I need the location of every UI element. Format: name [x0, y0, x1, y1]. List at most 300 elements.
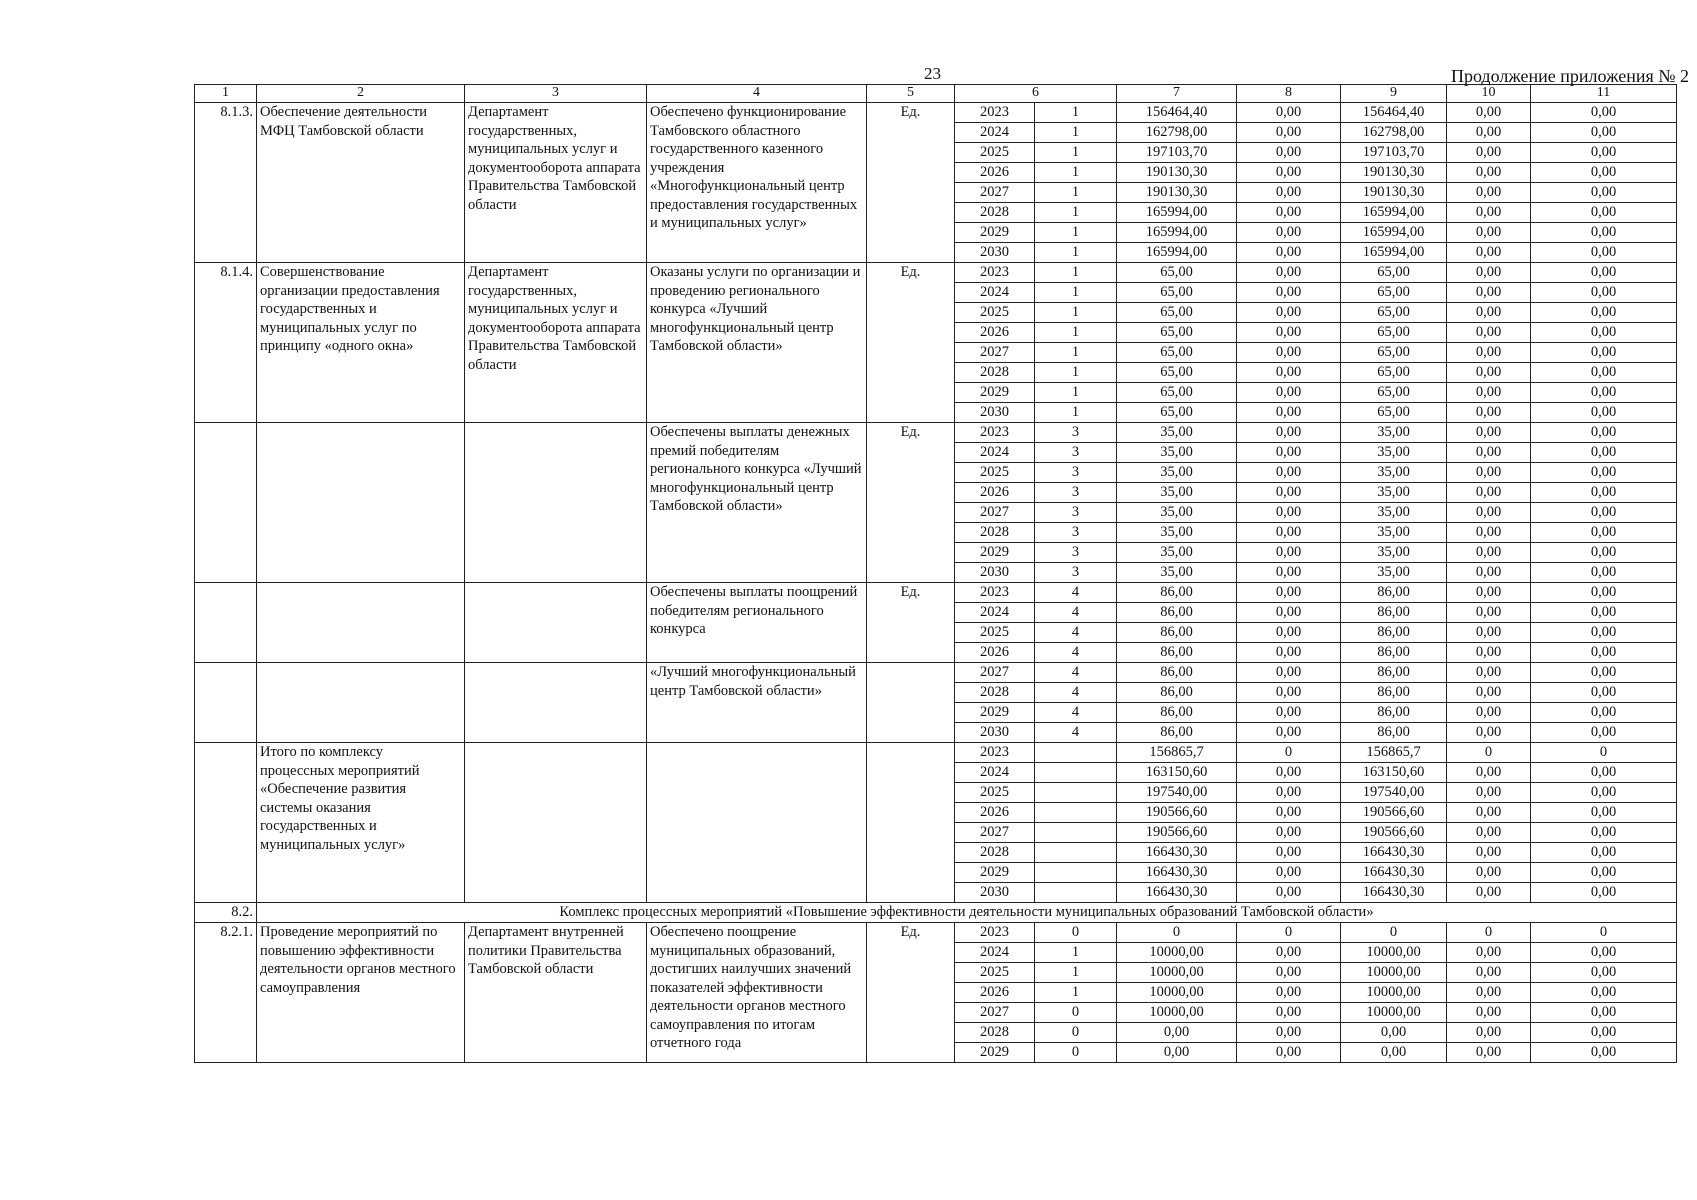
- row-code: [195, 743, 257, 903]
- indicator-cell: 1: [1035, 963, 1117, 983]
- year-cell: 2023: [955, 423, 1035, 443]
- total-cell: 65,00: [1117, 403, 1237, 423]
- federal-cell: 0: [1237, 743, 1341, 763]
- total-cell: 190566,60: [1117, 823, 1237, 843]
- local-cell: 0,00: [1447, 943, 1531, 963]
- other-cell: 0,00: [1531, 1003, 1677, 1023]
- other-cell: 0,00: [1531, 403, 1677, 423]
- total-cell: 86,00: [1117, 683, 1237, 703]
- federal-cell: 0,00: [1237, 403, 1341, 423]
- federal-cell: 0,00: [1237, 683, 1341, 703]
- total-cell: 35,00: [1117, 503, 1237, 523]
- other-cell: 0,00: [1531, 663, 1677, 683]
- measure-name: Проведение мероприятий по повышению эффективности деятельности органов местного самоуправления: [257, 923, 465, 1063]
- other-cell: 0,00: [1531, 563, 1677, 583]
- total-cell: 163150,60: [1117, 763, 1237, 783]
- local-cell: 0,00: [1447, 803, 1531, 823]
- total-cell: 166430,30: [1117, 863, 1237, 883]
- regional-cell: 35,00: [1341, 483, 1447, 503]
- measure-name: [257, 663, 465, 743]
- federal-cell: 0,00: [1237, 443, 1341, 463]
- regional-cell: 190130,30: [1341, 163, 1447, 183]
- indicator-cell: 1: [1035, 343, 1117, 363]
- year-cell: 2024: [955, 943, 1035, 963]
- federal-cell: 0,00: [1237, 783, 1341, 803]
- total-cell: 156865,7: [1117, 743, 1237, 763]
- indicator-cell: 1: [1035, 103, 1117, 123]
- total-cell: 190130,30: [1117, 163, 1237, 183]
- indicator-cell: 1: [1035, 143, 1117, 163]
- regional-cell: 35,00: [1341, 463, 1447, 483]
- indicator-cell: 4: [1035, 663, 1117, 683]
- regional-cell: 86,00: [1341, 643, 1447, 663]
- indicator-cell: 4: [1035, 723, 1117, 743]
- year-cell: 2026: [955, 483, 1035, 503]
- year-cell: 2030: [955, 403, 1035, 423]
- total-cell: 65,00: [1117, 383, 1237, 403]
- regional-cell: 86,00: [1341, 723, 1447, 743]
- year-cell: 2023: [955, 583, 1035, 603]
- local-cell: 0,00: [1447, 603, 1531, 623]
- year-cell: 2026: [955, 803, 1035, 823]
- year-cell: 2024: [955, 283, 1035, 303]
- regional-cell: 35,00: [1341, 563, 1447, 583]
- regional-cell: 165994,00: [1341, 223, 1447, 243]
- federal-cell: 0,00: [1237, 983, 1341, 1003]
- total-cell: 86,00: [1117, 603, 1237, 623]
- total-cell: 0,00: [1117, 1043, 1237, 1063]
- table-row: [195, 923, 1677, 943]
- federal-cell: 0,00: [1237, 163, 1341, 183]
- row-code: 8.1.3.: [195, 103, 257, 263]
- year-cell: 2028: [955, 523, 1035, 543]
- total-cell: 165994,00: [1117, 243, 1237, 263]
- col-header-6: 6: [955, 85, 1117, 103]
- regional-cell: 166430,30: [1341, 883, 1447, 903]
- regional-cell: 190566,60: [1341, 823, 1447, 843]
- responsible-department: [465, 423, 647, 583]
- local-cell: 0,00: [1447, 443, 1531, 463]
- indicator-cell: [1035, 823, 1117, 843]
- other-cell: 0,00: [1531, 283, 1677, 303]
- federal-cell: 0,00: [1237, 563, 1341, 583]
- measure-name: [257, 583, 465, 663]
- total-cell: 86,00: [1117, 703, 1237, 723]
- unit: Ед.: [867, 923, 955, 1063]
- total-cell: 197540,00: [1117, 783, 1237, 803]
- other-cell: 0: [1531, 923, 1677, 943]
- regional-cell: 156865,7: [1341, 743, 1447, 763]
- total-cell: 86,00: [1117, 583, 1237, 603]
- other-cell: 0,00: [1531, 983, 1677, 1003]
- other-cell: 0,00: [1531, 1043, 1677, 1063]
- indicator-cell: 1: [1035, 363, 1117, 383]
- indicator-cell: 1: [1035, 263, 1117, 283]
- other-cell: 0,00: [1531, 303, 1677, 323]
- measure-name: Обеспечение деятельности МФЦ Тамбовской области: [257, 103, 465, 263]
- regional-cell: 10000,00: [1341, 963, 1447, 983]
- expected-result: [647, 743, 867, 903]
- local-cell: 0,00: [1447, 503, 1531, 523]
- regional-cell: 0: [1341, 923, 1447, 943]
- other-cell: 0,00: [1531, 583, 1677, 603]
- federal-cell: 0,00: [1237, 203, 1341, 223]
- federal-cell: 0,00: [1237, 763, 1341, 783]
- indicator-cell: 1: [1035, 243, 1117, 263]
- federal-cell: 0,00: [1237, 663, 1341, 683]
- total-cell: 35,00: [1117, 443, 1237, 463]
- other-cell: 0,00: [1531, 603, 1677, 623]
- indicator-cell: 3: [1035, 423, 1117, 443]
- local-cell: 0,00: [1447, 983, 1531, 1003]
- year-cell: 2027: [955, 823, 1035, 843]
- total-cell: 0,00: [1117, 1023, 1237, 1043]
- year-cell: 2023: [955, 923, 1035, 943]
- year-cell: 2025: [955, 783, 1035, 803]
- year-cell: 2027: [955, 503, 1035, 523]
- unit: [867, 663, 955, 743]
- row-code: 8.2.1.: [195, 923, 257, 1063]
- other-cell: 0,00: [1531, 343, 1677, 363]
- indicator-cell: 4: [1035, 603, 1117, 623]
- regional-cell: 10000,00: [1341, 1003, 1447, 1023]
- other-cell: 0,00: [1531, 963, 1677, 983]
- indicator-cell: 3: [1035, 543, 1117, 563]
- unit: [867, 743, 955, 903]
- year-cell: 2029: [955, 543, 1035, 563]
- local-cell: 0,00: [1447, 623, 1531, 643]
- local-cell: 0,00: [1447, 963, 1531, 983]
- local-cell: 0,00: [1447, 463, 1531, 483]
- year-cell: 2027: [955, 663, 1035, 683]
- total-cell: 166430,30: [1117, 883, 1237, 903]
- table-row: [195, 103, 1677, 123]
- appendix-continuation-header: Продолжение приложения № 2: [1450, 66, 1689, 86]
- other-cell: 0,00: [1531, 363, 1677, 383]
- year-cell: 2029: [955, 383, 1035, 403]
- other-cell: 0,00: [1531, 843, 1677, 863]
- local-cell: 0,00: [1447, 263, 1531, 283]
- total-cell: 86,00: [1117, 643, 1237, 663]
- local-cell: 0,00: [1447, 363, 1531, 383]
- year-cell: 2023: [955, 263, 1035, 283]
- indicator-cell: [1035, 843, 1117, 863]
- year-cell: 2029: [955, 223, 1035, 243]
- total-cell: 65,00: [1117, 263, 1237, 283]
- unit: Ед.: [867, 263, 955, 423]
- col-header-8: 8: [1237, 85, 1341, 103]
- year-cell: 2029: [955, 863, 1035, 883]
- local-cell: 0,00: [1447, 1003, 1531, 1023]
- year-cell: 2027: [955, 183, 1035, 203]
- local-cell: 0,00: [1447, 523, 1531, 543]
- other-cell: 0,00: [1531, 483, 1677, 503]
- federal-cell: 0,00: [1237, 363, 1341, 383]
- responsible-department: Департамент государственных, муниципальных услуг и документооборота аппарата Правительства Тамбовской области: [465, 263, 647, 423]
- expected-result: Обеспечены выплаты поощрений победителям регионального конкурса: [647, 583, 867, 663]
- local-cell: 0,00: [1447, 563, 1531, 583]
- measure-name: Итого по комплексу процессных мероприятий «Обеспечение развития системы оказания государственных и муниципальных услуг»: [257, 743, 465, 903]
- year-cell: 2028: [955, 683, 1035, 703]
- section-code: 8.2.: [195, 903, 257, 923]
- indicator-cell: [1035, 743, 1117, 763]
- regional-cell: 65,00: [1341, 403, 1447, 423]
- local-cell: 0,00: [1447, 823, 1531, 843]
- local-cell: 0,00: [1447, 283, 1531, 303]
- total-cell: 156464,40: [1117, 103, 1237, 123]
- indicator-cell: 1: [1035, 303, 1117, 323]
- total-cell: 10000,00: [1117, 943, 1237, 963]
- federal-cell: 0,00: [1237, 623, 1341, 643]
- regional-cell: 166430,30: [1341, 863, 1447, 883]
- page-number: 23: [924, 64, 941, 83]
- indicator-cell: 1: [1035, 323, 1117, 343]
- regional-cell: 0,00: [1341, 1023, 1447, 1043]
- indicator-cell: 0: [1035, 923, 1117, 943]
- other-cell: 0,00: [1531, 683, 1677, 703]
- local-cell: 0,00: [1447, 183, 1531, 203]
- total-cell: 86,00: [1117, 723, 1237, 743]
- year-cell: 2024: [955, 443, 1035, 463]
- federal-cell: 0,00: [1237, 143, 1341, 163]
- total-cell: 162798,00: [1117, 123, 1237, 143]
- indicator-cell: 3: [1035, 443, 1117, 463]
- indicator-cell: 4: [1035, 623, 1117, 643]
- unit: Ед.: [867, 583, 955, 663]
- year-cell: 2030: [955, 563, 1035, 583]
- federal-cell: 0,00: [1237, 843, 1341, 863]
- other-cell: 0,00: [1531, 1023, 1677, 1043]
- other-cell: 0,00: [1531, 123, 1677, 143]
- indicator-cell: 1: [1035, 983, 1117, 1003]
- column-header-row: [195, 85, 1677, 103]
- regional-cell: 86,00: [1341, 663, 1447, 683]
- federal-cell: 0,00: [1237, 643, 1341, 663]
- local-cell: 0,00: [1447, 243, 1531, 263]
- section-title: Комплекс процессных мероприятий «Повышение эффективности деятельности муниципальных образований Тамбовской области»: [257, 903, 1677, 923]
- other-cell: 0,00: [1531, 823, 1677, 843]
- indicator-cell: 1: [1035, 163, 1117, 183]
- year-cell: 2028: [955, 843, 1035, 863]
- year-cell: 2024: [955, 123, 1035, 143]
- col-header-3: 3: [465, 85, 647, 103]
- local-cell: 0,00: [1447, 683, 1531, 703]
- other-cell: 0,00: [1531, 243, 1677, 263]
- local-cell: 0,00: [1447, 783, 1531, 803]
- total-cell: 35,00: [1117, 463, 1237, 483]
- local-cell: 0,00: [1447, 203, 1531, 223]
- other-cell: 0,00: [1531, 423, 1677, 443]
- local-cell: 0,00: [1447, 1043, 1531, 1063]
- total-cell: 190130,30: [1117, 183, 1237, 203]
- year-cell: 2025: [955, 623, 1035, 643]
- col-header-10: 10: [1447, 85, 1531, 103]
- col-header-1: 1: [195, 85, 257, 103]
- year-cell: 2028: [955, 203, 1035, 223]
- col-header-7: 7: [1117, 85, 1237, 103]
- row-code: 8.1.4.: [195, 263, 257, 423]
- year-cell: 2027: [955, 1003, 1035, 1023]
- year-cell: 2025: [955, 463, 1035, 483]
- federal-cell: 0,00: [1237, 543, 1341, 563]
- indicator-cell: 1: [1035, 183, 1117, 203]
- total-cell: 35,00: [1117, 423, 1237, 443]
- other-cell: 0,00: [1531, 443, 1677, 463]
- expected-result: Обеспечены выплаты денежных премий победителям регионального конкурса «Лучший многофункциональный центр Тамбовской области»: [647, 423, 867, 583]
- other-cell: 0,00: [1531, 783, 1677, 803]
- regional-cell: 165994,00: [1341, 203, 1447, 223]
- responsible-department: [465, 663, 647, 743]
- local-cell: 0,00: [1447, 123, 1531, 143]
- federal-cell: 0,00: [1237, 123, 1341, 143]
- other-cell: 0,00: [1531, 623, 1677, 643]
- total-cell: 10000,00: [1117, 983, 1237, 1003]
- indicator-cell: 1: [1035, 943, 1117, 963]
- other-cell: 0,00: [1531, 503, 1677, 523]
- other-cell: 0,00: [1531, 723, 1677, 743]
- indicator-cell: 3: [1035, 563, 1117, 583]
- indicator-cell: 1: [1035, 203, 1117, 223]
- year-cell: 2026: [955, 323, 1035, 343]
- responsible-department: [465, 743, 647, 903]
- regional-cell: 166430,30: [1341, 843, 1447, 863]
- indicator-cell: [1035, 803, 1117, 823]
- regional-cell: 65,00: [1341, 283, 1447, 303]
- other-cell: 0,00: [1531, 463, 1677, 483]
- federal-cell: 0,00: [1237, 883, 1341, 903]
- local-cell: 0: [1447, 923, 1531, 943]
- year-cell: 2027: [955, 343, 1035, 363]
- regional-cell: 65,00: [1341, 263, 1447, 283]
- federal-cell: 0,00: [1237, 503, 1341, 523]
- year-cell: 2029: [955, 703, 1035, 723]
- indicator-cell: 1: [1035, 283, 1117, 303]
- responsible-department: Департамент государственных, муниципальных услуг и документооборота аппарата Правительства Тамбовской области: [465, 103, 647, 263]
- table-row: [195, 663, 1677, 683]
- other-cell: 0: [1531, 743, 1677, 763]
- federal-cell: 0,00: [1237, 863, 1341, 883]
- row-code: [195, 663, 257, 743]
- total-cell: 35,00: [1117, 523, 1237, 543]
- table-row: [195, 423, 1677, 443]
- local-cell: 0,00: [1447, 863, 1531, 883]
- local-cell: 0,00: [1447, 723, 1531, 743]
- federal-cell: 0,00: [1237, 603, 1341, 623]
- total-cell: 86,00: [1117, 663, 1237, 683]
- row-code: [195, 583, 257, 663]
- local-cell: 0,00: [1447, 163, 1531, 183]
- federal-cell: 0,00: [1237, 423, 1341, 443]
- federal-cell: 0,00: [1237, 383, 1341, 403]
- indicator-cell: 1: [1035, 403, 1117, 423]
- expected-result: Обеспечено функционирование Тамбовского областного государственного казенного учреждения «Многофункциональный центр предоставления государственных и муниципальных услуг»: [647, 103, 867, 263]
- federal-cell: 0,00: [1237, 823, 1341, 843]
- total-cell: 35,00: [1117, 483, 1237, 503]
- year-cell: 2024: [955, 763, 1035, 783]
- indicator-cell: [1035, 783, 1117, 803]
- other-cell: 0,00: [1531, 543, 1677, 563]
- year-cell: 2030: [955, 883, 1035, 903]
- unit: Ед.: [867, 103, 955, 263]
- federal-cell: 0,00: [1237, 463, 1341, 483]
- regional-cell: 65,00: [1341, 363, 1447, 383]
- year-cell: 2028: [955, 363, 1035, 383]
- table-row: [195, 583, 1677, 603]
- total-cell: 10000,00: [1117, 1003, 1237, 1023]
- regional-cell: 35,00: [1341, 423, 1447, 443]
- regional-cell: 10000,00: [1341, 983, 1447, 1003]
- federal-cell: 0,00: [1237, 223, 1341, 243]
- year-cell: 2030: [955, 723, 1035, 743]
- other-cell: 0,00: [1531, 643, 1677, 663]
- regional-cell: 35,00: [1341, 543, 1447, 563]
- total-cell: 86,00: [1117, 623, 1237, 643]
- indicator-cell: 3: [1035, 503, 1117, 523]
- total-cell: 65,00: [1117, 323, 1237, 343]
- total-cell: 65,00: [1117, 363, 1237, 383]
- regional-cell: 163150,60: [1341, 763, 1447, 783]
- expected-result: «Лучший многофункциональный центр Тамбовской области»: [647, 663, 867, 743]
- regional-cell: 86,00: [1341, 583, 1447, 603]
- federal-cell: 0,00: [1237, 943, 1341, 963]
- federal-cell: 0,00: [1237, 283, 1341, 303]
- total-cell: 35,00: [1117, 543, 1237, 563]
- federal-cell: 0,00: [1237, 103, 1341, 123]
- total-cell: 10000,00: [1117, 963, 1237, 983]
- measure-name: [257, 423, 465, 583]
- col-header-4: 4: [647, 85, 867, 103]
- local-cell: 0,00: [1447, 663, 1531, 683]
- total-cell: 65,00: [1117, 283, 1237, 303]
- year-cell: 2023: [955, 103, 1035, 123]
- other-cell: 0,00: [1531, 803, 1677, 823]
- federal-cell: 0,00: [1237, 323, 1341, 343]
- local-cell: 0,00: [1447, 103, 1531, 123]
- other-cell: 0,00: [1531, 383, 1677, 403]
- indicator-cell: [1035, 883, 1117, 903]
- local-cell: 0,00: [1447, 763, 1531, 783]
- other-cell: 0,00: [1531, 223, 1677, 243]
- indicator-cell: [1035, 763, 1117, 783]
- local-cell: 0,00: [1447, 423, 1531, 443]
- federal-cell: 0,00: [1237, 803, 1341, 823]
- federal-cell: 0,00: [1237, 1023, 1341, 1043]
- year-cell: 2026: [955, 163, 1035, 183]
- indicator-cell: 0: [1035, 1023, 1117, 1043]
- local-cell: 0,00: [1447, 1023, 1531, 1043]
- local-cell: 0,00: [1447, 143, 1531, 163]
- year-cell: 2026: [955, 983, 1035, 1003]
- budget-table: [194, 84, 1677, 1063]
- col-header-2: 2: [257, 85, 465, 103]
- total-cell: 165994,00: [1117, 203, 1237, 223]
- federal-cell: 0,00: [1237, 723, 1341, 743]
- indicator-cell: 4: [1035, 683, 1117, 703]
- total-cell: 197103,70: [1117, 143, 1237, 163]
- other-cell: 0,00: [1531, 143, 1677, 163]
- regional-cell: 35,00: [1341, 523, 1447, 543]
- other-cell: 0,00: [1531, 523, 1677, 543]
- regional-cell: 190130,30: [1341, 183, 1447, 203]
- indicator-cell: 4: [1035, 643, 1117, 663]
- regional-cell: 190566,60: [1341, 803, 1447, 823]
- regional-cell: 10000,00: [1341, 943, 1447, 963]
- total-cell: 165994,00: [1117, 223, 1237, 243]
- other-cell: 0,00: [1531, 703, 1677, 723]
- indicator-cell: 3: [1035, 523, 1117, 543]
- regional-cell: 165994,00: [1341, 243, 1447, 263]
- regional-cell: 86,00: [1341, 603, 1447, 623]
